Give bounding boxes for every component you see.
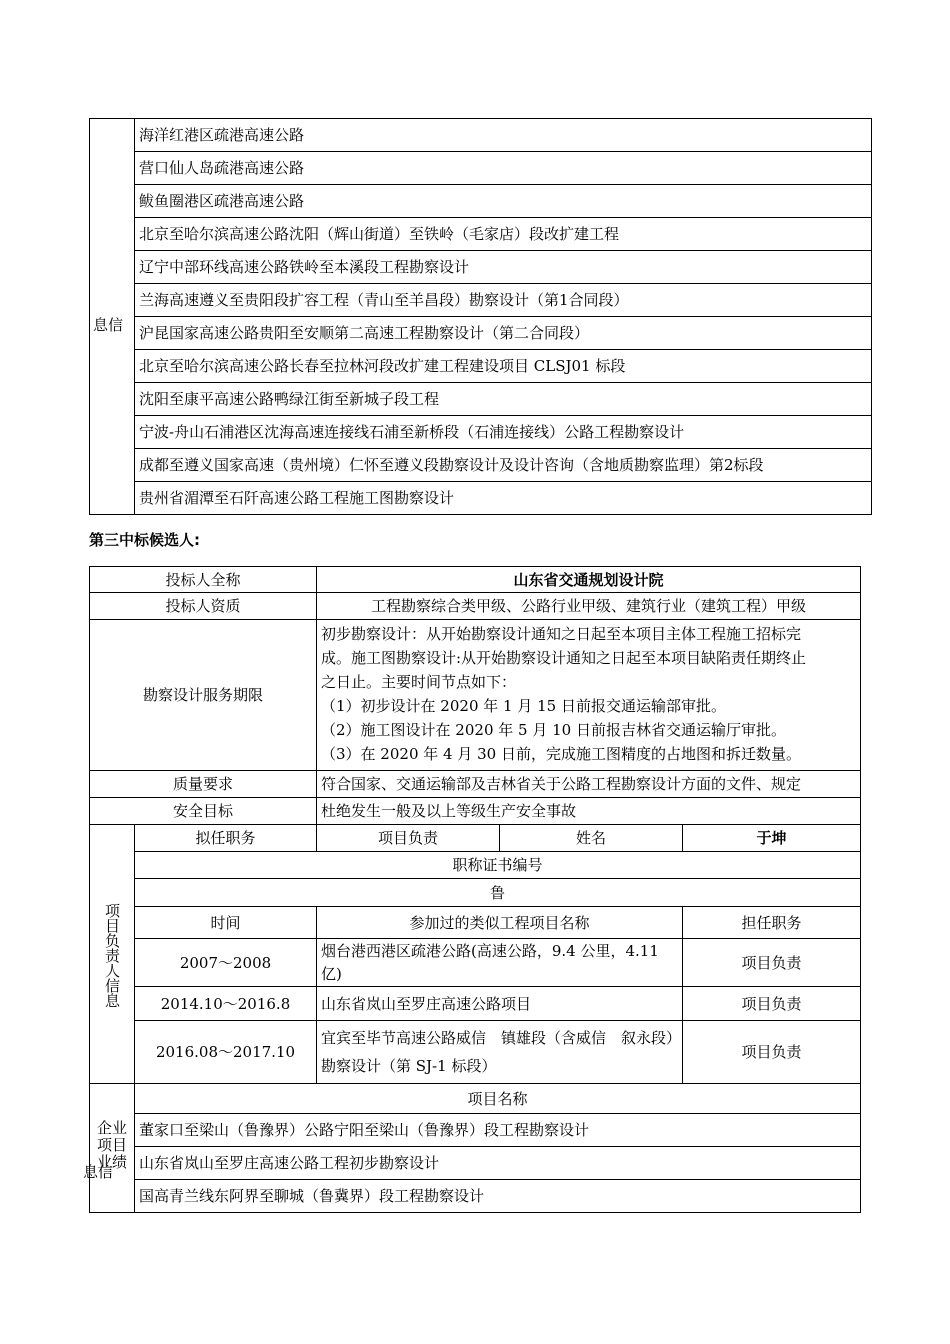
- quality-label: 质量要求: [172, 775, 233, 793]
- pm-side-label: [90, 830, 134, 1080]
- pm-row-2-time: 2014.10～2016.8: [160, 994, 291, 1013]
- service-period-line-3: 之日止。主要时间节点如下：: [321, 673, 517, 691]
- top-row-2: 营口仙人岛疏港高速公路: [139, 159, 305, 177]
- top-row-10: 宁波-舟山石浦港区沈海高速连接线石浦至新桥段（石浦连接线）公路工程勘察设计: [139, 423, 685, 441]
- service-period-line-1: 初步勘察设计：从开始勘察设计通知之日起至本项目主体工程施工招标完: [321, 625, 802, 643]
- pm-position-label: 拟任职务: [195, 829, 256, 847]
- pm-cert-value: 鲁: [489, 883, 505, 902]
- quality-value: 符合国家、交通运输部及吉林省关于公路工程勘察设计方面的文件、规定: [321, 775, 802, 793]
- top-row-8: 北京至哈尔滨高速公路长春至拉林河段改扩建工程建设项目 CLSJ01 标段: [139, 357, 626, 375]
- pm-col-role: 担任职务: [741, 913, 802, 932]
- bidder-qual-label: 投标人资质: [165, 597, 241, 615]
- top-row-12: 贵州省湄潭至石阡高速公路工程施工图勘察设计: [139, 489, 455, 507]
- pm-position-value: 项目负责: [377, 829, 438, 847]
- pm-side-label-text: 项目负责人信息: [103, 902, 121, 1008]
- top-row-9: 沈阳至康平高速公路鸭绿江街至新城子段工程: [139, 390, 440, 408]
- service-period-text: [317, 622, 860, 770]
- pm-row-3-time: 2016.08～2017.10: [155, 1043, 296, 1061]
- top-row-5: 辽宁中部环线高速公路铁岭至本溪段工程勘察设计: [139, 258, 470, 276]
- section-heading: 第三中标候选人:: [89, 531, 200, 549]
- top-side-label: 息信: [92, 316, 123, 334]
- safety-value: 杜绝发生一般及以上等级生产安全事故: [321, 802, 577, 820]
- pm-row-1-time: 2007～2008: [179, 953, 272, 972]
- service-period-line-5: （2）施工图设计在 2020 年 5 月 10 日前报吉林省交通运输厅审批。: [321, 721, 786, 739]
- company-row-2: 山东省岚山至罗庄高速公路工程初步勘察设计: [139, 1154, 440, 1172]
- pm-col-project: 参加过的类似工程项目名称: [409, 913, 590, 932]
- pm-name-value: 于坤: [756, 829, 787, 847]
- bidder-name-label: 投标人全称: [165, 570, 241, 589]
- pm-name-label: 姓名: [575, 829, 606, 847]
- pm-row-3-role: 项目负责: [741, 1043, 802, 1061]
- service-period-line-2: 成。施工图勘察设计:从开始勘察设计通知之日起至本项目缺陷责任期终止: [321, 649, 807, 667]
- bidder-name-value: 山东省交通规划设计院: [513, 570, 664, 589]
- pm-row-1-role: 项目负责: [741, 953, 802, 972]
- pm-row-3-project: 宜宾至毕节高速公路威信 镇雄段（含威信 叙永段）勘察设计（第 SJ-1 标段）: [321, 1029, 682, 1075]
- bidder-qual-value: 工程勘察综合类甲级、公路行业甲级、建筑行业（建筑工程）甲级: [370, 597, 806, 615]
- top-row-11: 成都至遵义国家高速（贵州境）仁怀至遵义段勘察设计及设计咨询（含地质勘察监理）第2标段: [139, 456, 764, 474]
- company-row-3: 国高青兰线东阿界至聊城（鲁冀界）段工程勘察设计: [139, 1187, 485, 1205]
- top-row-3: 鲅鱼圈港区疏港高速公路: [139, 192, 305, 210]
- safety-label: 安全目标: [172, 802, 233, 820]
- service-period-label: 勘察设计服务期限: [142, 686, 263, 704]
- company-row-1: 董家口至梁山（鲁豫界）公路宁阳至梁山（鲁豫界）段工程勘察设计: [139, 1121, 590, 1139]
- top-row-6: 兰海高速遵义至贵阳段扩容工程（青山至羊昌段）勘察设计（第1合同段）: [139, 291, 629, 309]
- top-row-7: 沪昆国家高速公路贵阳至安顺第二高速工程勘察设计（第二合同段）: [139, 324, 590, 342]
- service-period-line-4: （1）初步设计在 2020 年 1 月 15 日前报交通运输部审批。: [321, 697, 726, 715]
- service-period-line-6: （3）在 2020 年 4 月 30 日前，完成施工图精度的占地图和拆迁数量。: [321, 745, 801, 763]
- pm-cert-label: 职称证书编号: [452, 856, 543, 874]
- company-side-label-2: 息信: [82, 1163, 113, 1181]
- company-side-label-text: 企业项目业绩: [96, 1118, 127, 1171]
- pm-row-2-project: 山东省岚山至罗庄高速公路项目: [321, 994, 532, 1013]
- top-row-1: 海洋红港区疏港高速公路: [139, 126, 305, 144]
- top-row-4: 北京至哈尔滨高速公路沈阳（辉山街道）至铁岭（毛家店）段改扩建工程: [139, 225, 620, 243]
- company-header: 项目名称: [467, 1089, 528, 1108]
- pm-row-2-role: 项目负责: [741, 994, 802, 1013]
- pm-row-1-project: 烟台港西港区疏港公路(高速公路，9.4 公里，4.11 亿): [321, 941, 659, 983]
- pm-col-time: 时间: [210, 913, 241, 932]
